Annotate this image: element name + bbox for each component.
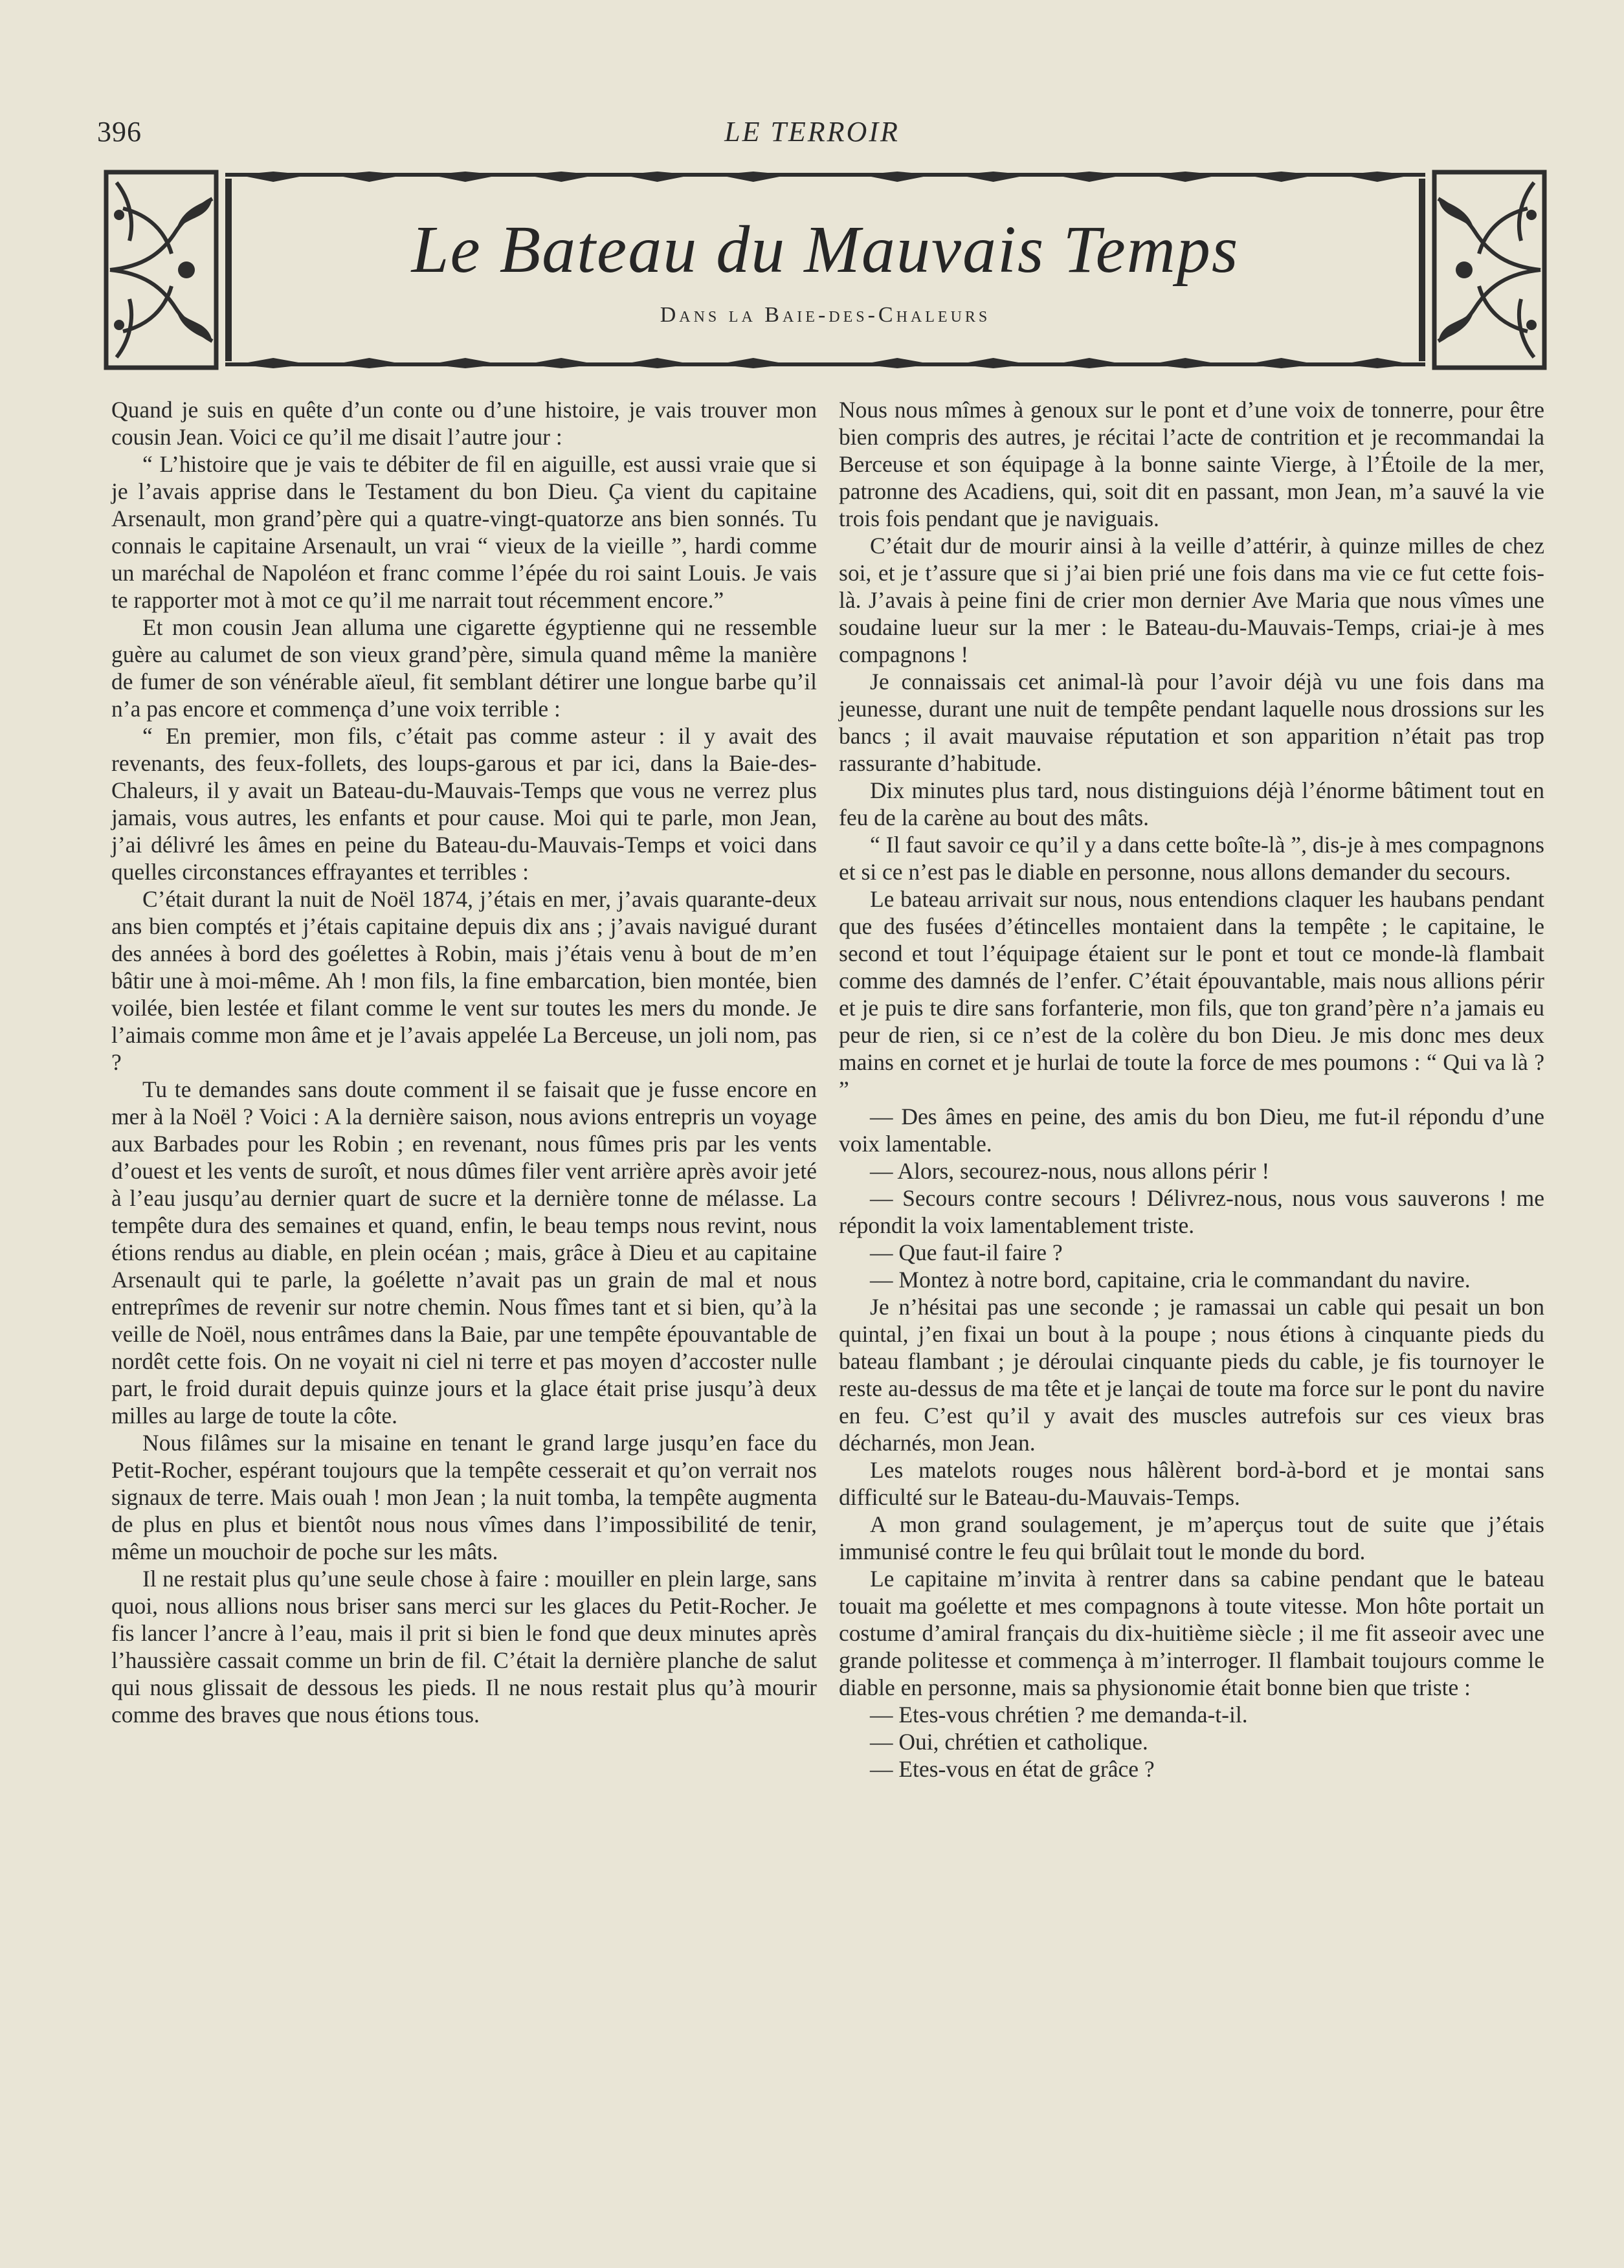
paragraph: Nous nous mîmes à genoux sur le pont et d’une voix de tonnerre, pour être bien compris des autres, je récitai l’acte de contrition et je recommandai la Berceuse et son équipage à la bonne sainte Vierge, à l’Étoile de la mer, patronne des Acadiens, qui, soit dit en passant, mon Jean, m’a sauvé la vie trois fois pendant que je naviguais. [839, 397, 1544, 531]
article-title: Le Bateau du Mauvais Temps [411, 212, 1240, 287]
paragraph: — Secours contre secours ! Délivrez-nous, nous vous sauverons ! me répondit la voix lamentablement triste. [839, 1185, 1544, 1238]
paragraph: Les matelots rouges nous hâlèrent bord-à-bord et je montai sans difficulté sur le Bateau-du-Mauvais-Temps. [839, 1457, 1544, 1510]
paragraph: — Etes-vous en état de grâce ? [870, 1756, 1155, 1782]
paragraph: Le capitaine m’invita à rentrer dans sa cabine pendant que le bateau touait ma goélette et mes compagnons à toute vitesse. Mon hôte portait un costume d’amiral français du dix-huitième siècle ; il me fit asseoir avec une grande politesse et commença à m’interroger. Il flambait toujours comme le diable en personne, mais sa physionomie était bonne bien que triste : [839, 1566, 1544, 1700]
paragraph: “ L’histoire que je vais te débiter de fil en aiguille, est aussi vraie que si je l’avais apprise dans le Testament du bon Dieu. Ça vient du capitaine Arsenault, mon grand’père qui a quatre-vingt-quatorze ans bien sonnés. Tu connais le capitaine Arsenault, un vrai “ vieux de la vieille ”, hardi comme un maréchal de Napoléon et franc comme l’épée du roi saint Louis. Je vais te rapporter mot à mot ce qu’il me narrait tout récemment encore.” [111, 451, 817, 613]
ornamental-rule-bottom [225, 355, 1425, 370]
paragraph: Et mon cousin Jean alluma une cigarette égyptienne qui ne ressemble guère au calumet de son vieux grand’père, simula quand même la manière de fumer de son vénérable aïeul, fit semblant détirer une longue barbe qu’il n’a pas encore et commença d’une voix terrible : [111, 614, 817, 722]
title-block [104, 170, 1547, 370]
paragraph: Tu te demandes sans doute comment il se faisait que je fusse encore en mer à la Noël ? Voici : A la dernière saison, nous avions entrepris un voyage aux Barbades pour les Robin ; en revenant, nous fûmes pris par les vents d’ouest et les vents de suroît, et nous dûmes filer vent arrière après avoir jeté à l’eau jusqu’au dernier quart de sucre et la dernière tonne de mélasse. La tempête dura des semaines et quand, enfin, le beau temps nous revint, nous étions rendus au diable, en plein océan ; mais, grâce à Dieu et au capitaine Arsenault qui te parle, la goélette n’avait pas un grain de mal et nous entreprîmes de revenir sur notre chemin. Nous fîmes tant et si bien, qu’à la veille de Noël, nous entrâmes dans la Baie, par une tempête épouvantable de nordêt cette fois. On ne voyait ni ciel ni terre et pas moyen d’accoster nulle part, le froid durait depuis quinze jours et la glace était prise jusqu’à deux milles au large de toute la côte. [111, 1076, 817, 1429]
paragraph: — Etes-vous chrétien ? me demanda-t-il. [870, 1702, 1248, 1728]
paragraph: “ En premier, mon fils, c’était pas comme asteur : il y avait des revenants, des feux-follets, des loups-garous et par ici, dans la Baie-des-Chaleurs, il y avait un Bateau-du-Mauvais-Temps que vous ne verrez plus jamais, vous autres, les enfants et pour cause. Moi qui te parle, mon Jean, j’ai délivré les âmes en peine du Bateau-du-Mauvais-Temps et voici dans quelles circonstances effrayantes et terribles : [111, 723, 817, 885]
paragraph: — Alors, secourez-nous, nous allons périr ! [870, 1158, 1270, 1184]
paragraph: Dix minutes plus tard, nous distinguions déjà l’énorme bâtiment tout en feu de la carène au bout des mâts. [839, 777, 1544, 830]
paragraph: C’était dur de mourir ainsi à la veille d’attérir, à quinze milles de chez soi, et je t’assure que si j’ai bien prié une fois dans ma vie ce fut cette fois-là. J’avais à peine fini de crier mon dernier Ave Maria que nous vîmes une soudaine lueur sur la mer : le Bateau-du-Mauvais-Temps, criai-je à mes compagnons ! [839, 533, 1544, 667]
floral-ornament-icon [1432, 170, 1547, 370]
text-column-right [839, 396, 1544, 1783]
paragraph: C’était durant la nuit de Noël 1874, j’étais en mer, j’avais quarante-deux ans bien comptés et j’étais capitaine depuis dix ans ; j’avais navigué durant des années à bord des goélettes à Robin, mais j’étais venu à bout de m’en bâtir une à moi-même. Ah ! mon fils, la fine embarcation, bien montée, bien voilée, bien lestée et filant comme le vent sur toutes les mers du monde. Je l’aimais comme mon âme et je l’avais appelée La Berceuse, un joli nom, pas ? [111, 886, 817, 1075]
paragraph: — Oui, chrétien et catholique. [870, 1729, 1148, 1755]
paragraph: — Montez à notre bord, capitaine, cria le commandant du navire. [870, 1267, 1471, 1293]
paragraph: Quand je suis en quête d’un conte ou d’une histoire, je vais trouver mon cousin Jean. Voici ce qu’il me disait l’autre jour : [111, 397, 817, 450]
paragraph: — Des âmes en peine, des amis du bon Dieu, me fut-il répondu d’une voix lamentable. [839, 1104, 1544, 1157]
paragraph: Je n’hésitai pas une seconde ; je ramassai un cable qui pesait un bon quintal, j’en fixai un bout à la poupe ; nous étions à cinquante pieds du bateau flambant ; je déroulai cinquante pieds du cable, je fis tournoyer le reste au-dessus de ma tête et je lançai de toute ma force sur le pont du navire en feu. C’est qu’il y avait des muscles autrefois sur ces vieux bras décharnés, mon Jean. [839, 1294, 1544, 1456]
paragraph: A mon grand soulagement, je m’aperçus tout de suite que j’étais immunisé contre le feu qui brûlait tout le monde du bord. [839, 1511, 1544, 1564]
page-number: 396 [97, 116, 142, 148]
paragraph: Il ne restait plus qu’une seule chose à faire : mouiller en plein large, sans quoi, nous allions nous briser sans merci sur les glaces du Petit-Rocher. Je fis lancer l’ancre à l’eau, mais il prit si bien le fond que deux minutes après l’haussière cassait comme un brin de fil. C’était la dernière planche de salut qui nous glissait de dessous les pieds. Il ne nous restait plus qu’à mourir comme des braves que nous étions tous. [111, 1566, 817, 1728]
ornamental-rule-top [225, 170, 1425, 185]
text-column-left [111, 396, 817, 1728]
paragraph: Nous filâmes sur la misaine en tenant le grand large jusqu’en face du Petit-Rocher, espérant toujours que la tempête cesserait et qu’on verrait nos signaux de terre. Mais ouah ! mon Jean ; la nuit tomba, la tempête augmenta de plus en plus et bientôt nous nous vîmes dans l’impossibilité de tenir, même un mouchoir de poche sur les mâts. [111, 1430, 817, 1564]
paragraph: — Que faut-il faire ? [870, 1240, 1063, 1265]
paragraph: Je connaissais cet animal-là pour l’avoir déjà vu une fois dans ma jeunesse, durant une nuit de tempête pendant laquelle nous drossions sur les bancs ; il avait mauvaise réputation et son apparition n’était pas trop rassurante d’habitude. [839, 669, 1544, 776]
running-head [97, 115, 1527, 154]
paragraph: “ Il faut savoir ce qu’il y a dans cette boîte-là ”, dis-je à mes compagnons et si ce n’est pas le diable en personne, nous allons demander du secours. [839, 832, 1544, 885]
journal-name: LE TERROIR [724, 116, 900, 148]
paragraph: Le bateau arrivait sur nous, nous entendions claquer les haubans pendant que des fusées d’étincelles montaient dans la tempête ; le capitaine, le second et tout l’équipage étaient sur le pont et tout ce monde-là flambait comme des damnés de l’enfer. C’était épouvantable, mais nous allions périr et je puis te dire sans forfanterie, mon fils, que ton grand’père n’a jamais eu peur de rien, si ce n’est de la colère du bon Dieu. Je mis donc mes deux mains en cornet et je hurlai de toute la force de mes poumons : “ Qui va là ? ” [839, 886, 1544, 1102]
floral-ornament-icon [104, 170, 219, 370]
title-frame [225, 170, 1425, 370]
article-subtitle: Dans la Baie-des-Chaleurs [660, 303, 991, 327]
